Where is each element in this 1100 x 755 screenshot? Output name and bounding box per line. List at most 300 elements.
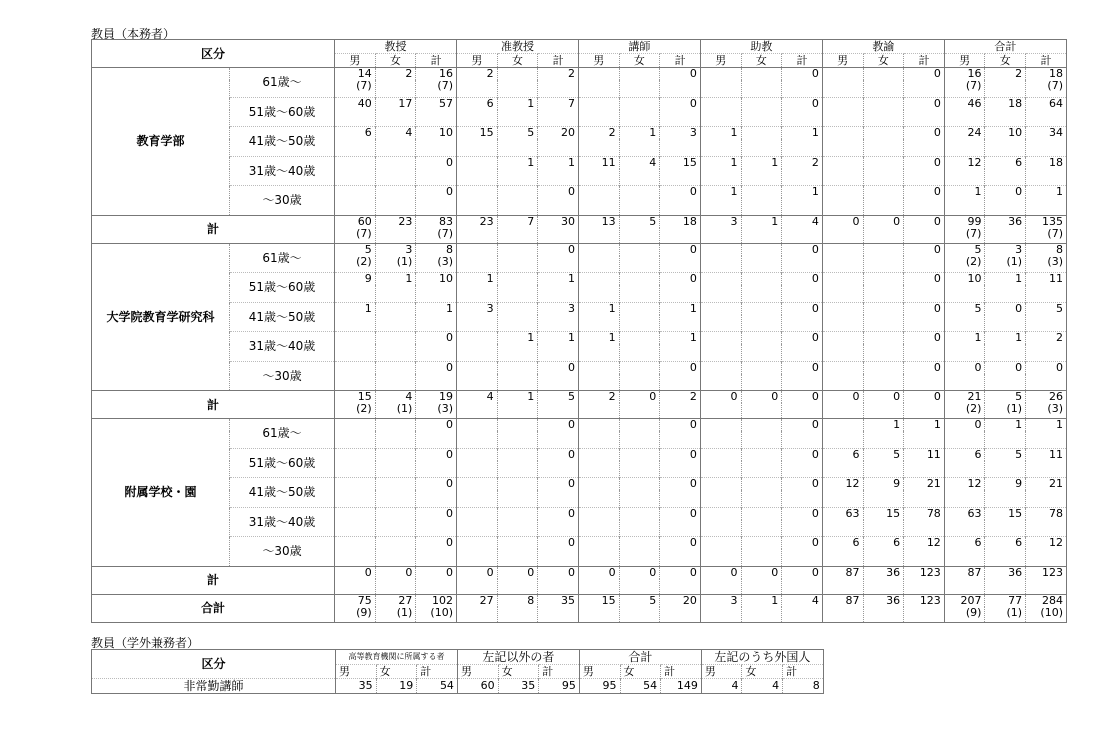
cell [375, 186, 416, 199]
t2-row-label: 非常勤講師 [92, 679, 336, 694]
cell-paren [822, 549, 863, 566]
sex-header: 計 [660, 54, 701, 68]
cell-paren [944, 431, 985, 448]
cell-paren [863, 549, 904, 566]
cell [457, 537, 498, 550]
cell [700, 361, 741, 374]
cell: 8 [416, 243, 457, 256]
cell-paren [1026, 139, 1067, 156]
cell-paren [578, 490, 619, 507]
cell: 0 [457, 566, 498, 579]
cell: 0 [904, 186, 945, 199]
cell [457, 478, 498, 491]
cell-paren [497, 80, 538, 97]
age-label: 31歳～40歳 [230, 332, 335, 362]
t2-sex-header: 計 [539, 665, 580, 679]
cell [741, 302, 782, 315]
cell-paren [822, 110, 863, 127]
cell [741, 448, 782, 461]
cell: 5 [497, 127, 538, 140]
cell [619, 186, 660, 199]
cell-paren [375, 110, 416, 127]
cell-paren [375, 549, 416, 566]
cell-paren [741, 549, 782, 566]
cell-paren [457, 80, 498, 97]
cell-paren [863, 169, 904, 186]
sex-header: 女 [375, 54, 416, 68]
cell [497, 419, 538, 432]
cell-paren [782, 403, 823, 419]
cell [457, 419, 498, 432]
cell-paren [578, 169, 619, 186]
cell: 2 [375, 68, 416, 81]
cell-paren [904, 344, 945, 361]
t2-cell: 95 [539, 679, 580, 694]
cell: 87 [944, 566, 985, 579]
cell: 12 [904, 537, 945, 550]
cell: 0 [1026, 361, 1067, 374]
cell-paren [904, 110, 945, 127]
cell-paren [538, 256, 579, 273]
cell: 123 [904, 566, 945, 579]
cell-paren [904, 520, 945, 537]
cell: 0 [538, 566, 579, 579]
cell-paren [822, 198, 863, 215]
cell-paren [578, 520, 619, 537]
cell: 23 [457, 215, 498, 228]
cell-paren [863, 139, 904, 156]
cell [375, 478, 416, 491]
cell-paren [538, 315, 579, 332]
cell-paren [375, 490, 416, 507]
cell-paren [660, 110, 701, 127]
data-row [92, 537, 1067, 550]
cell: 21 [944, 391, 985, 404]
cell-paren [578, 579, 619, 595]
cell-paren [782, 169, 823, 186]
cell-paren [822, 490, 863, 507]
cell: 0 [782, 97, 823, 110]
cell-paren [619, 285, 660, 302]
t2-cell: 4 [701, 679, 742, 694]
cell: 0 [416, 478, 457, 491]
cell [497, 507, 538, 520]
cell: 21 [904, 478, 945, 491]
cell: 1 [578, 302, 619, 315]
cell: 0 [578, 566, 619, 579]
cell: 0 [416, 566, 457, 579]
cell-paren [619, 80, 660, 97]
cell-paren [944, 549, 985, 566]
cell-paren [985, 431, 1026, 448]
cell-paren [822, 461, 863, 478]
cell-paren [619, 374, 660, 391]
t2-header-groups [92, 650, 824, 665]
cell-paren [335, 431, 376, 448]
cell-paren [578, 461, 619, 478]
cell-paren [863, 228, 904, 244]
cell-paren [782, 198, 823, 215]
cell: 0 [741, 391, 782, 404]
cell-paren [416, 344, 457, 361]
cell-paren [782, 374, 823, 391]
cell: 35 [538, 594, 579, 607]
cell-paren [660, 490, 701, 507]
cell-paren [1026, 579, 1067, 595]
cell-paren [904, 169, 945, 186]
cell-paren [660, 403, 701, 419]
cell: 0 [538, 448, 579, 461]
t2-sex-header: 女 [376, 665, 417, 679]
cell-paren [1026, 344, 1067, 361]
cell: 63 [944, 507, 985, 520]
cell-paren [700, 139, 741, 156]
cell: 1 [904, 419, 945, 432]
cell: 15 [335, 391, 376, 404]
cell-paren [538, 80, 579, 97]
cell-paren [660, 198, 701, 215]
cell-paren [538, 169, 579, 186]
cell: 0 [782, 419, 823, 432]
cell-paren [335, 520, 376, 537]
cell [335, 419, 376, 432]
cell-paren [863, 374, 904, 391]
cell [619, 478, 660, 491]
cell: 10 [944, 273, 985, 286]
cell-paren [700, 80, 741, 97]
cell: 1 [700, 127, 741, 140]
sex-header: 女 [863, 54, 904, 68]
cell-paren [538, 228, 579, 244]
cell-paren [497, 403, 538, 419]
cell: 15 [578, 594, 619, 607]
cell-paren [985, 579, 1026, 595]
cell-paren [660, 256, 701, 273]
t2-sex-header: 男 [579, 665, 620, 679]
data-row [92, 156, 1067, 169]
cell: 0 [700, 391, 741, 404]
cell-paren [904, 374, 945, 391]
cell-paren [578, 228, 619, 244]
cell-paren [497, 110, 538, 127]
cell-paren: (1) [375, 256, 416, 273]
cell-paren [822, 520, 863, 537]
cell-paren [985, 520, 1026, 537]
cell: 77 [985, 594, 1026, 607]
cell [578, 68, 619, 81]
cell-paren [457, 139, 498, 156]
subtotal-row [92, 391, 1067, 404]
cell-paren [985, 315, 1026, 332]
data-row [92, 273, 1067, 286]
cell [741, 243, 782, 256]
t2-cell: 95 [579, 679, 620, 694]
cell-paren [863, 198, 904, 215]
cell: 78 [904, 507, 945, 520]
cell: 0 [619, 566, 660, 579]
cell [578, 186, 619, 199]
cell: 0 [985, 186, 1026, 199]
cell [619, 507, 660, 520]
cell: 19 [416, 391, 457, 404]
cell-paren [944, 110, 985, 127]
table1-title: 教員（本務者） [91, 27, 176, 41]
t2-kubun-header: 区分 [92, 650, 336, 679]
cell-paren [497, 139, 538, 156]
cell [700, 448, 741, 461]
cell: 0 [660, 68, 701, 81]
cell [863, 243, 904, 256]
cell [863, 361, 904, 374]
cell-paren [457, 228, 498, 244]
cell-paren [904, 607, 945, 623]
external-faculty-table [91, 649, 824, 694]
cell: 0 [660, 186, 701, 199]
sex-header: 女 [497, 54, 538, 68]
cell [741, 419, 782, 432]
cell-paren [457, 344, 498, 361]
cell-paren [700, 228, 741, 244]
subtotal-label: 計 [92, 215, 335, 243]
cell [822, 186, 863, 199]
cell-paren [578, 549, 619, 566]
cell-paren [985, 461, 1026, 478]
cell-paren [660, 579, 701, 595]
data-row [92, 97, 1067, 110]
cell-paren [741, 139, 782, 156]
cell: 1 [741, 594, 782, 607]
cell-paren [985, 110, 1026, 127]
cell: 0 [904, 68, 945, 81]
cell-paren [497, 549, 538, 566]
cell-paren [375, 520, 416, 537]
group-header: 教授 [335, 40, 457, 54]
cell: 27 [457, 594, 498, 607]
t2-cell: 149 [661, 679, 702, 694]
cell-paren [578, 139, 619, 156]
cell-paren [944, 461, 985, 478]
cell-paren [1026, 520, 1067, 537]
sex-header: 計 [782, 54, 823, 68]
cell-paren [619, 549, 660, 566]
cell: 0 [416, 448, 457, 461]
cell: 5 [944, 243, 985, 256]
cell-paren [538, 490, 579, 507]
cell: 18 [1026, 68, 1067, 81]
age-label: 51歳～60歳 [230, 448, 335, 478]
cell-paren [741, 228, 782, 244]
cell-paren [700, 461, 741, 478]
cell [700, 507, 741, 520]
cell [335, 156, 376, 169]
cell [700, 273, 741, 286]
cell [619, 419, 660, 432]
cell-paren [578, 607, 619, 623]
cell-paren [619, 169, 660, 186]
cell: 3 [457, 302, 498, 315]
cell: 2 [578, 391, 619, 404]
cell: 10 [985, 127, 1026, 140]
t2-row-part-time-lecturer [92, 679, 824, 694]
cell [457, 448, 498, 461]
cell: 15 [985, 507, 1026, 520]
cell: 12 [1026, 537, 1067, 550]
cell: 15 [660, 156, 701, 169]
cell: 1 [578, 332, 619, 345]
cell-paren [335, 344, 376, 361]
sex-header: 男 [822, 54, 863, 68]
cell-paren [578, 344, 619, 361]
cell-paren [619, 198, 660, 215]
cell-paren [863, 80, 904, 97]
cell-paren [578, 110, 619, 127]
cell-paren [619, 520, 660, 537]
cell-paren [578, 315, 619, 332]
cell-paren [904, 139, 945, 156]
cell-paren [578, 431, 619, 448]
cell-paren [335, 110, 376, 127]
cell: 0 [660, 566, 701, 579]
data-row [92, 419, 1067, 432]
cell: 6 [863, 537, 904, 550]
cell: 3 [660, 127, 701, 140]
section-label: 附属学校・園 [92, 419, 230, 567]
cell-paren [375, 579, 416, 595]
cell-paren [944, 285, 985, 302]
cell [619, 332, 660, 345]
cell: 0 [782, 478, 823, 491]
cell: 1 [497, 332, 538, 345]
cell [497, 537, 538, 550]
cell-paren [863, 403, 904, 419]
cell: 0 [416, 361, 457, 374]
cell: 1 [782, 127, 823, 140]
cell [700, 537, 741, 550]
data-row [92, 243, 1067, 256]
cell-paren [700, 579, 741, 595]
cell-paren: (2) [944, 403, 985, 419]
cell-paren [904, 285, 945, 302]
cell: 0 [904, 361, 945, 374]
cell [863, 97, 904, 110]
cell-paren [375, 285, 416, 302]
cell: 10 [416, 273, 457, 286]
cell-paren [335, 490, 376, 507]
cell-paren [457, 198, 498, 215]
cell-paren [741, 579, 782, 595]
cell-paren [985, 374, 1026, 391]
cell: 0 [741, 566, 782, 579]
cell-paren [416, 461, 457, 478]
cell-paren [944, 579, 985, 595]
cell-paren [457, 285, 498, 302]
cell: 11 [1026, 448, 1067, 461]
cell: 2 [1026, 332, 1067, 345]
cell-paren [497, 374, 538, 391]
cell-paren [904, 579, 945, 595]
cell [335, 478, 376, 491]
cell: 284 [1026, 594, 1067, 607]
cell [578, 273, 619, 286]
cell-paren [375, 344, 416, 361]
data-row [92, 68, 1067, 81]
cell-paren [457, 110, 498, 127]
cell: 2 [660, 391, 701, 404]
cell-paren [457, 374, 498, 391]
cell [375, 156, 416, 169]
cell-paren [416, 139, 457, 156]
cell: 0 [660, 361, 701, 374]
cell-paren [497, 256, 538, 273]
cell-paren [335, 549, 376, 566]
cell: 2 [578, 127, 619, 140]
cell-paren [985, 285, 1026, 302]
cell-paren [741, 256, 782, 273]
cell-paren [700, 549, 741, 566]
group-header: 講師 [578, 40, 700, 54]
cell-paren [904, 228, 945, 244]
cell [578, 478, 619, 491]
cell-paren [619, 579, 660, 595]
age-label: 61歳～ [230, 243, 335, 273]
cell-paren [578, 80, 619, 97]
cell-paren [660, 315, 701, 332]
cell: 0 [985, 302, 1026, 315]
cell-paren [375, 228, 416, 244]
cell: 14 [335, 68, 376, 81]
cell-paren [416, 110, 457, 127]
cell: 4 [457, 391, 498, 404]
cell-paren [944, 169, 985, 186]
cell-paren [1026, 490, 1067, 507]
cell-paren [822, 139, 863, 156]
cell-paren [457, 549, 498, 566]
cell: 0 [416, 186, 457, 199]
cell: 2 [538, 68, 579, 81]
cell [863, 332, 904, 345]
cell: 36 [985, 215, 1026, 228]
cell-paren: (2) [335, 403, 376, 419]
cell-paren: (3) [416, 256, 457, 273]
data-row [92, 361, 1067, 374]
cell: 13 [578, 215, 619, 228]
t2-group-header: 高等教育機関に所属する者 [336, 650, 458, 665]
cell: 0 [985, 361, 1026, 374]
cell-paren [741, 374, 782, 391]
cell-paren [700, 198, 741, 215]
cell-paren [497, 607, 538, 623]
cell-paren [619, 139, 660, 156]
cell-paren [457, 490, 498, 507]
t2-sex-header: 女 [498, 665, 539, 679]
cell: 3 [375, 243, 416, 256]
cell-paren [619, 228, 660, 244]
cell: 1 [538, 332, 579, 345]
cell [863, 273, 904, 286]
cell-paren [578, 198, 619, 215]
cell-paren [782, 490, 823, 507]
cell-paren [497, 579, 538, 595]
cell [822, 243, 863, 256]
cell-paren [741, 110, 782, 127]
cell [619, 273, 660, 286]
cell-paren [822, 256, 863, 273]
cell-paren [822, 285, 863, 302]
t2-cell: 4 [742, 679, 783, 694]
cell: 6 [944, 537, 985, 550]
cell-paren [1026, 315, 1067, 332]
cell-paren [985, 198, 1026, 215]
